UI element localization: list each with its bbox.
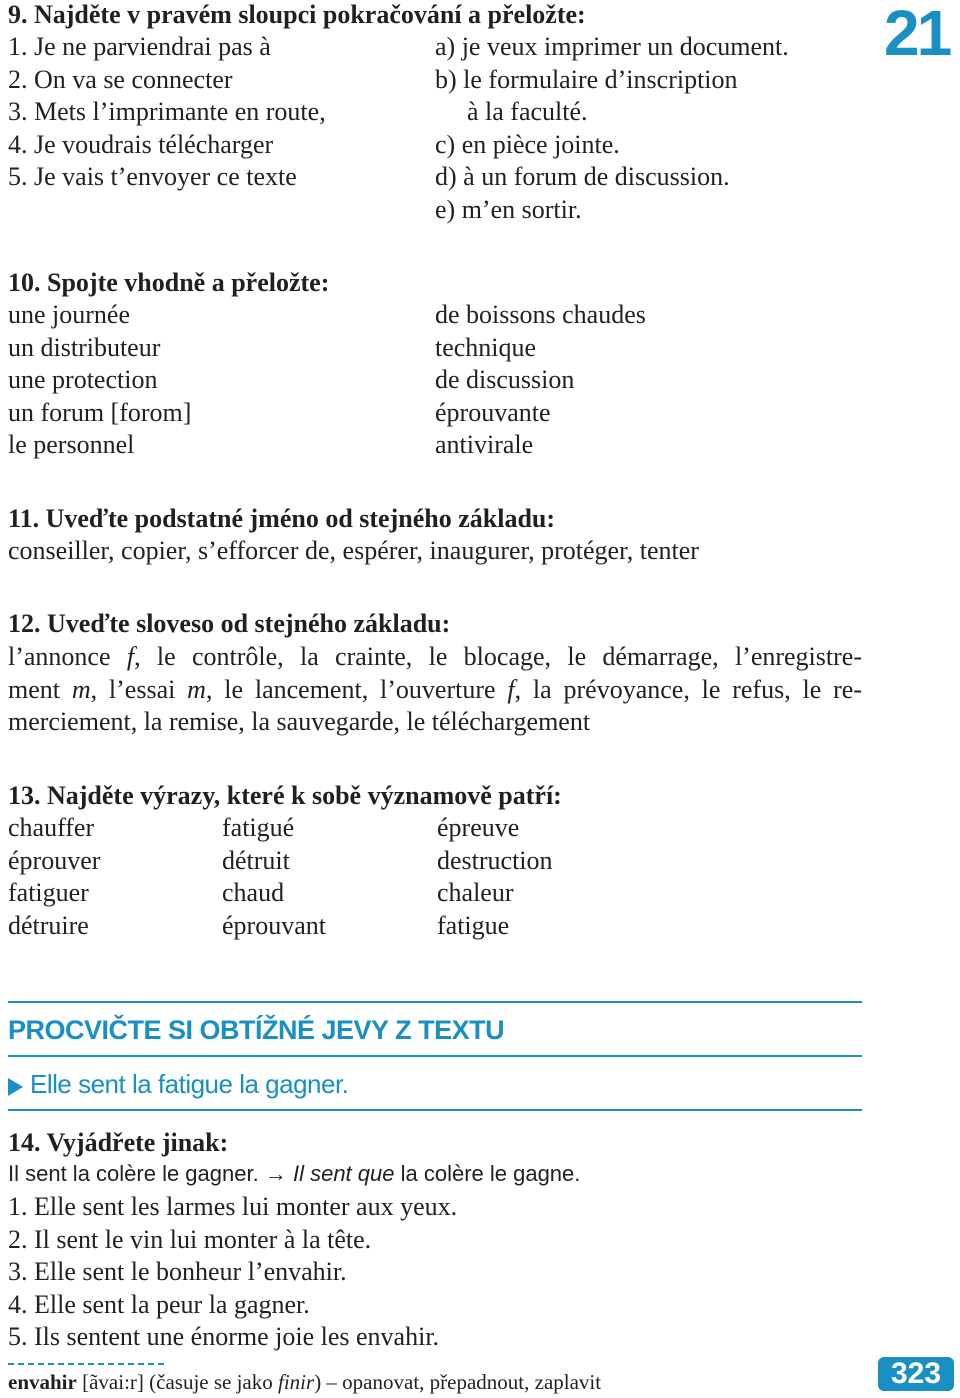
exercise-9-left-column	[8, 31, 326, 194]
list-item: le personnel	[8, 430, 135, 460]
list-item: éprouver	[8, 845, 101, 875]
exercise-13-column-2	[222, 812, 326, 942]
list-item: à la faculté.	[467, 97, 588, 127]
footnote-word: envahir	[8, 1370, 77, 1394]
footnote-italic: finir	[278, 1370, 315, 1394]
exercise-12-line: l’annonce f, le contrôle, la crainte, le blocage, le démarrage, l’enregistre-	[8, 642, 862, 671]
exercise-10-heading: 10. Spojte vhodně a přeložte:	[8, 268, 330, 297]
unit-number: 21	[884, 0, 950, 69]
exercise-9-heading: 9. Najděte v pravém sloupci pokračování a přeložte:	[8, 0, 586, 29]
exercise-13-column-3	[437, 812, 553, 942]
list-item: 3. Mets l’imprimante en route,	[8, 97, 326, 127]
divider-top	[8, 1001, 862, 1003]
exercise-13-heading: 13. Najděte výrazy, které k sobě významově patří:	[8, 781, 562, 810]
play-triangle-icon	[8, 1078, 23, 1096]
list-item: une journée	[8, 300, 131, 329]
list-item: d) à un forum de discussion.	[435, 162, 730, 192]
list-item: fatigué	[222, 813, 295, 842]
arrow-icon: →	[264, 1161, 287, 1186]
list-item: antivirale	[435, 430, 534, 460]
list-item: destruction	[437, 845, 553, 875]
list-item: fatigue	[437, 910, 510, 940]
list-item: chaleur	[437, 878, 514, 908]
exercise-13-column-1	[8, 812, 100, 942]
exercise-10-left-column	[8, 299, 191, 462]
list-item: fatiguer	[8, 878, 89, 908]
list-item: 2. On va se connecter	[8, 64, 233, 94]
practice-title: PROCVIČTE SI OBTÍŽNÉ JEVY Z TEXTU	[8, 1015, 505, 1045]
list-item: de discussion	[435, 365, 575, 395]
list-item: 4. Je voudrais télécharger	[8, 129, 274, 159]
exercise-12-text	[8, 641, 862, 739]
list-item: détruit	[222, 845, 290, 875]
list-item: éprouvante	[435, 397, 551, 427]
list-item: une protection	[8, 365, 158, 395]
divider-middle	[8, 1055, 862, 1057]
list-item: un distributeur	[8, 332, 161, 362]
list-item: e) m’en sortir.	[435, 194, 582, 224]
list-item: éprouvant	[222, 910, 326, 940]
list-item: un forum [forom]	[8, 397, 192, 427]
example-highlight: Il sent que	[292, 1161, 395, 1186]
list-item: détruire	[8, 910, 89, 940]
list-item: c) en pièce jointe.	[435, 129, 620, 159]
practice-subtitle-row	[8, 1068, 348, 1100]
exercise-11-heading: 11. Uveďte podstatné jméno od stejného základu:	[8, 504, 556, 533]
list-item: 4. Elle sent la peur la gagner.	[8, 1289, 310, 1319]
footnote	[8, 1369, 601, 1395]
exercise-14-list	[8, 1191, 457, 1354]
exercise-12-line: ment m, l’essai m, le lancement, l’ouverture f, la prévoyance, le refus, le re-	[8, 674, 862, 704]
list-item: technique	[435, 332, 537, 362]
exercise-14-example	[8, 1160, 580, 1188]
list-item: chaud	[222, 878, 285, 908]
list-item: 5. Ils sentent une énorme joie les envahir.	[8, 1322, 440, 1352]
list-item: 2. Il sent le vin lui monter à la tête.	[8, 1224, 372, 1254]
exercise-12-heading: 12. Uveďte sloveso od stejného základu:	[8, 609, 451, 638]
example-source: Il sent la colère le gagner.	[8, 1161, 259, 1186]
exercise-14-heading: 14. Vyjádřete jinak:	[8, 1128, 229, 1157]
list-item: b) le formulaire d’inscription	[435, 64, 738, 94]
divider-bottom	[8, 1109, 862, 1111]
exercise-12-line: merciement, la remise, la sauvegarde, le téléchargement	[8, 707, 591, 737]
page-number-badge: 323	[878, 1357, 954, 1391]
exercise-10-right-column	[435, 299, 646, 462]
list-item: épreuve	[437, 813, 520, 842]
exercise-9-right-column	[435, 31, 789, 227]
list-item: 1. Elle sent les larmes lui monter aux yeux.	[8, 1192, 458, 1221]
list-item: 1. Je ne parviendrai pas à	[8, 32, 271, 61]
list-item: a) je veux imprimer un document.	[435, 32, 789, 61]
footnote-pronunciation: [ãvai:r] (časuje se jako	[76, 1370, 278, 1394]
example-target: la colère le gagne.	[394, 1161, 581, 1186]
footnote-meaning: ) – opanovat, přepadnout, zaplavit	[314, 1370, 602, 1394]
footnote-divider	[8, 1363, 164, 1365]
list-item: 3. Elle sent le bonheur l’envahir.	[8, 1257, 347, 1287]
exercise-11-text: conseiller, copier, s’efforcer de, espérer, inaugurer, protéger, tenter	[8, 536, 699, 565]
practice-subtitle: Elle sent la fatigue la gagner.	[30, 1069, 349, 1099]
list-item: 5. Je vais t’envoyer ce texte	[8, 162, 297, 192]
list-item: chauffer	[8, 813, 95, 842]
list-item: de boissons chaudes	[435, 300, 646, 329]
